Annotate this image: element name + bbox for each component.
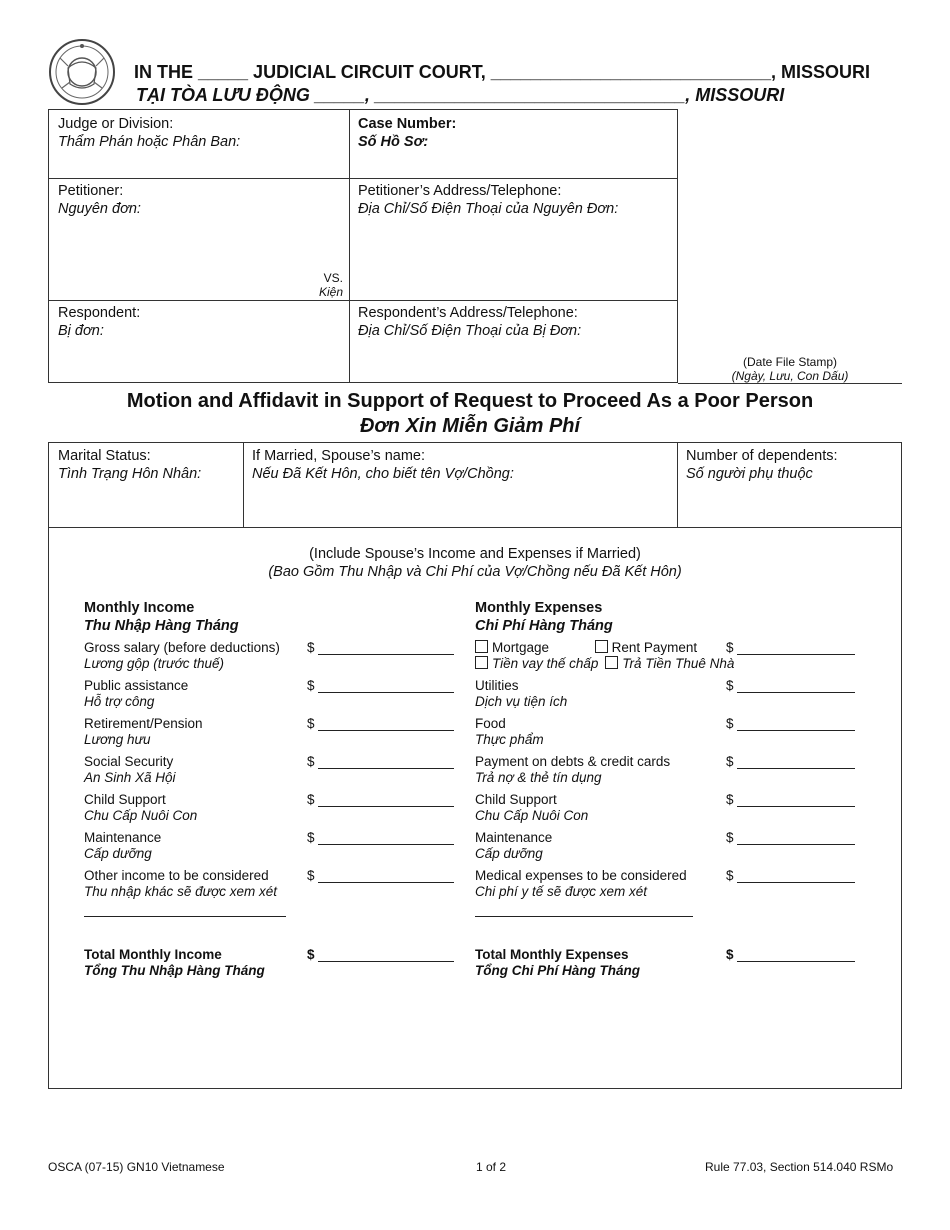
income-row: Maintenance Cấp dưỡng [84,830,162,861]
expense-row: Payment on debts & credit cards Trả nợ & thẻ tín dụng [475,754,671,785]
income-row: Retirement/Pension Lương hưu [84,716,203,747]
versus-label: VS. Kiện [318,271,343,299]
expense-amount-field[interactable]: $ [726,678,855,693]
rent-checkbox-vi[interactable] [605,656,618,669]
form-code: OSCA (07-15) GN10 Vietnamese [48,1160,225,1174]
income-row: Public assistance Hỗ trợ công [84,678,189,709]
respondent-address-field[interactable]: Respondent’s Address/Telephone: Địa Chỉ/Số Điện Thoại của Bị Đơn: [358,305,582,339]
stamp-divider [678,383,902,384]
expense-amount-field[interactable]: $ [726,792,855,807]
respondent-field[interactable]: Respondent: Bị đơn: [58,305,141,339]
total-income-label: Total Monthly Income Tổng Thu Nhập Hàng Tháng [84,947,265,978]
case-number-field[interactable]: Case Number: Số Hồ Sơ: [358,116,457,150]
income-amount-field[interactable]: $ [307,716,454,731]
expense-amount-field[interactable]: $ [726,868,855,883]
spouse-income-note: (Include Spouse’s Income and Expenses if Married) (Bao Gồm Thu Nhập và Chi Phí của Vợ/Chồng nếu Đã Kết Hôn) [268,546,682,580]
income-heading: Monthly Income Thu Nhập Hàng Tháng [84,600,239,634]
petitioner-address-field[interactable]: Petitioner’s Address/Telephone: Địa Chỉ/Số Điện Thoại của Nguyên Đơn: [358,183,619,217]
income-amount-field[interactable]: $ [307,754,454,769]
income-amount-field[interactable]: $ [307,830,454,845]
income-row: Gross salary (before deductions) Lương gộp (trước thuế) [84,640,280,671]
income-row: Social Security An Sinh Xã Hội [84,754,176,785]
expense-row: Medical expenses to be considered Chi phí y tế sẽ được xem xét [475,868,687,899]
income-row: Other income to be considered Thu nhập khác sẽ được xem xét [84,868,278,899]
expense-row: Utilities Dịch vụ tiện ích [475,678,568,709]
income-amount-field[interactable]: $ [307,678,454,693]
expense-row: Food Thực phẩm [475,716,544,747]
expense-amount-field[interactable]: $ [726,716,855,731]
form-title: Motion and Affidavit in Support of Request to Proceed As a Poor Person Đơn Xin Miễn Giảm Phí [126,390,814,437]
expense-amount-field[interactable]: $ [726,754,855,769]
income-row: Child Support Chu Cấp Nuôi Con [84,792,198,823]
date-file-stamp-area: (Date File Stamp) (Ngày, Lưu, Con Dấu) [731,355,849,383]
expenses-heading: Monthly Expenses Chi Phí Hàng Tháng [475,600,613,634]
court-header-en: IN THE _____ JUDICIAL CIRCUIT COURT, ____________________________, MISSOURI [134,62,871,82]
income-amount-field[interactable]: $ [307,792,454,807]
petitioner-field[interactable]: Petitioner: Nguyên đơn: [58,183,141,217]
income-amount-field[interactable]: $ [307,868,454,883]
rule-citation: Rule 77.03, Section 514.040 RSMo [705,1160,894,1174]
other-income-blank[interactable] [84,916,286,917]
spouse-name-field[interactable]: If Married, Spouse’s name: Nếu Đã Kết Hôn, cho biết tên Vợ/Chồng: [252,448,514,482]
mortgage-checkbox[interactable] [475,640,488,653]
mortgage-checkbox-vi[interactable] [475,656,488,669]
income-amount-field[interactable]: $ [307,640,454,655]
housing-amount-field[interactable]: $ [726,640,855,655]
caption-box [48,109,678,383]
total-expenses-field[interactable]: $ [726,947,855,962]
page-number: 1 of 2 [476,1160,507,1174]
total-income-field[interactable]: $ [307,947,454,962]
expense-amount-field[interactable]: $ [726,830,855,845]
judge-field[interactable]: Judge or Division: Thẩm Phán hoặc Phân Ban: [58,116,241,150]
court-seal [48,38,116,106]
expense-row: Maintenance Cấp dưỡng [475,830,553,861]
expense-row: Child Support Chu Cấp Nuôi Con [475,792,589,823]
total-expenses-label: Total Monthly Expenses Tổng Chi Phí Hàng Tháng [475,947,640,978]
other-expense-blank[interactable] [475,916,693,917]
housing-expense-row: Mortgage Rent Payment Tiền vay thế chấp Trả Tiền Thuê Nhà [475,640,734,672]
marital-status-field[interactable]: Marital Status: Tình Trạng Hôn Nhân: [58,448,202,482]
court-header-vi: TẠI TÒA LƯU ĐỘNG _____, _______________________________, MISSOURI [136,85,785,105]
dependents-field[interactable]: Number of dependents: Số người phụ thuộc [686,448,838,482]
rent-checkbox[interactable] [595,640,608,653]
